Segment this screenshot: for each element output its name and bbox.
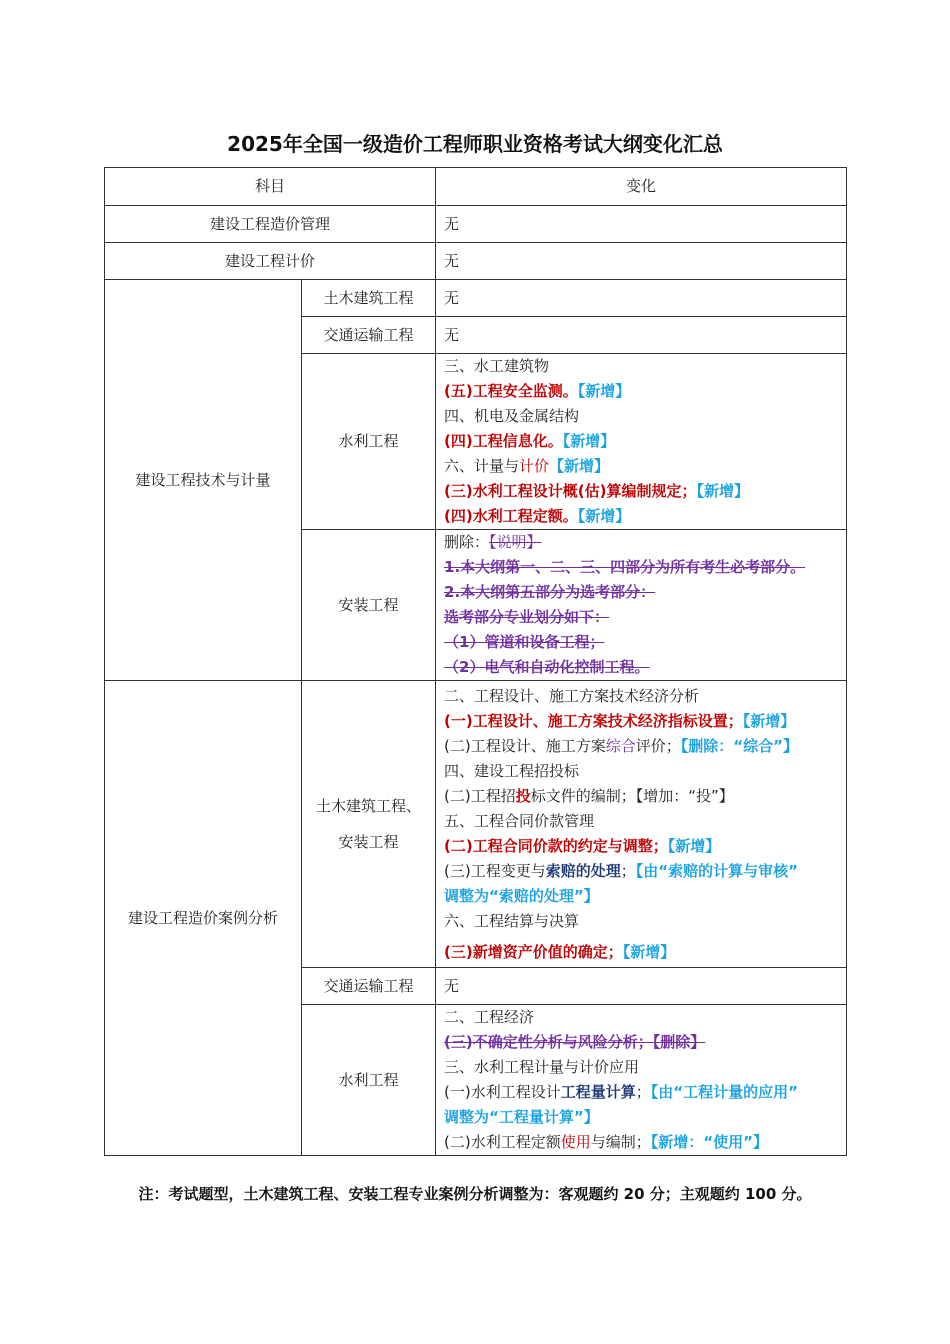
table-header-row — [105, 168, 847, 206]
rename-tag: 调整为“索赔的处理”】 — [444, 886, 599, 905]
new-tag: 【新增】 — [562, 432, 616, 450]
change-cell — [436, 354, 847, 530]
deleted-text: 2.本大纲第五部分为选考部分： — [444, 583, 656, 601]
text-line — [444, 454, 838, 479]
page-title: 2025年全国一级造价工程师职业资格考试大纲变化汇总 — [227, 132, 723, 156]
added-item: (四)水利工程定额。 — [444, 507, 578, 525]
text-line — [444, 834, 838, 859]
new-tag: 【新增】 — [577, 507, 631, 525]
subject-cell: 建设工程计价 — [105, 243, 436, 280]
new-tag: 【新增】 — [622, 942, 676, 961]
specialty-cell: 水利工程 — [302, 1005, 436, 1156]
text-line — [444, 504, 838, 529]
specialty-cell — [302, 681, 436, 968]
text-line — [444, 734, 838, 759]
deleted-text: (三)不确定性分析与风险分析；【删除】 — [444, 1033, 706, 1051]
header-subject: 科目 — [105, 168, 436, 206]
deleted-text: 选考部分专业划分如下： — [444, 608, 610, 626]
text-line: 四、机电及金属结构 — [444, 407, 580, 425]
added-item: (二)工程合同价款的约定与调整； — [444, 836, 668, 855]
deleted-text: （2）电气和自动化控制工程。 — [444, 658, 650, 676]
added-word: 使用 — [560, 1133, 591, 1151]
added-word: 投 — [515, 786, 531, 805]
text-span: (二)工程设计、施工方案 — [444, 736, 606, 755]
deleted-text: （1）管道和设备工程； — [444, 633, 605, 651]
new-tag: 【新增】 — [742, 711, 796, 730]
added-item: (四)工程信息化。 — [444, 432, 563, 450]
footnote: 注：考试题型，土木建筑工程、安装工程专业案例分析调整为：客观题约 20 分；主观题约 100 分。 — [138, 1185, 812, 1203]
text-span: 六、计量与 — [444, 457, 520, 475]
text-line: 二、工程设计、施工方案技术经济分析 — [444, 686, 700, 705]
specialty-cell: 土木建筑工程 — [302, 280, 436, 317]
subject-cell: 建设工程技术与计量 — [105, 280, 302, 681]
new-tag: 【新增】 — [549, 457, 610, 475]
text-line — [444, 859, 838, 884]
table-row — [105, 206, 847, 243]
text-line: 三、水利工程计量与计价应用 — [444, 1058, 640, 1076]
new-tag: 【新增】 — [577, 382, 631, 400]
text-span: (三)工程变更与 — [444, 861, 546, 880]
deleted-text: 1.本大纲第一、二、三、四部分为所有考生必考部分。 — [444, 558, 806, 576]
subject-cell: 建设工程造价案例分析 — [105, 681, 302, 1156]
deleted-text: 【说明】 — [489, 533, 542, 551]
text-span: (二)工程招 — [444, 786, 516, 805]
change-cell: 无 — [436, 968, 847, 1005]
text-span: 删除： — [444, 533, 490, 551]
table-row — [105, 243, 847, 280]
specialty-name: 土木建筑工程、 — [316, 797, 422, 815]
text-span: (二)水利工程定额 — [444, 1133, 561, 1151]
text-line: 三、水工建筑物 — [444, 357, 550, 375]
text-span: (一)水利工程设计 — [444, 1083, 561, 1101]
specialty-cell: 交通运输工程 — [302, 317, 436, 354]
table-row — [105, 280, 847, 317]
added-word: 计价 — [519, 457, 550, 475]
text-line — [444, 940, 838, 965]
rename-tag: 调整为“工程量计算”】 — [444, 1108, 599, 1126]
text-line: 四、建设工程招投标 — [444, 761, 580, 780]
text-span: ； — [620, 861, 636, 880]
specialty-name: 安装工程 — [338, 833, 399, 851]
text-span: 与编制； — [590, 1133, 651, 1151]
text-line — [444, 379, 838, 404]
rename-tag: 【由“工程计量的应用” — [650, 1083, 798, 1101]
text-line: 六、工程结算与决算 — [444, 911, 580, 930]
renamed-text: 索赔的处理 — [545, 861, 621, 880]
new-tag: 【新增】 — [667, 836, 721, 855]
deleted-word: 综合 — [605, 736, 636, 755]
delete-tag: 【删除：“综合”】 — [680, 736, 798, 755]
text-line — [444, 479, 838, 504]
text-line: 二、工程经济 — [444, 1008, 535, 1026]
added-item: (三)新增资产价值的确定； — [444, 942, 623, 961]
text-span: 标文件的编制；【增加：“投”】 — [530, 786, 734, 805]
text-line: 五、工程合同价款管理 — [444, 811, 595, 830]
new-tag: 【新增】 — [696, 482, 749, 500]
change-cell: 无 — [436, 206, 847, 243]
specialty-cell: 交通运输工程 — [302, 968, 436, 1005]
text-line — [444, 530, 838, 555]
outline-changes-table — [104, 167, 847, 1156]
text-line — [444, 784, 838, 809]
text-line — [444, 429, 838, 454]
text-line — [444, 1130, 838, 1155]
change-cell: 无 — [436, 280, 847, 317]
text-span: ； — [635, 1083, 651, 1101]
change-cell: 无 — [436, 243, 847, 280]
added-item: (一)工程设计、施工方案技术经济指标设置； — [444, 711, 743, 730]
text-span: 评价； — [635, 736, 681, 755]
change-cell — [436, 530, 847, 681]
added-item: (三)水利工程设计概(估)算编制规定； — [444, 482, 697, 500]
header-change: 变化 — [436, 168, 847, 206]
specialty-cell: 水利工程 — [302, 354, 436, 530]
new-tag: 【新增：“使用”】 — [650, 1133, 768, 1151]
change-cell — [436, 681, 847, 968]
added-item: (五)工程安全监测。 — [444, 382, 578, 400]
renamed-text: 工程量计算 — [560, 1083, 636, 1101]
specialty-cell: 安装工程 — [302, 530, 436, 681]
rename-tag: 【由“索赔的计算与审核” — [635, 861, 798, 880]
subject-cell: 建设工程造价管理 — [105, 206, 436, 243]
change-cell: 无 — [436, 317, 847, 354]
text-line — [444, 709, 838, 734]
change-cell — [436, 1005, 847, 1156]
table-row — [105, 681, 847, 968]
text-line — [444, 1080, 838, 1105]
